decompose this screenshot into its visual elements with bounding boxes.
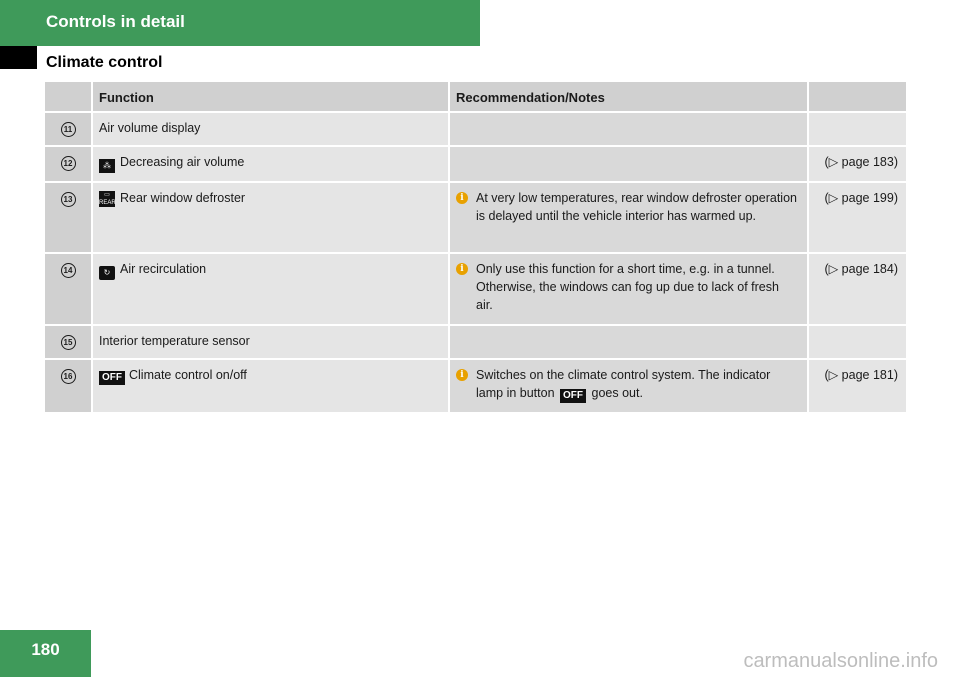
- off-icon: OFF: [99, 371, 125, 385]
- page-number: 180: [31, 640, 60, 659]
- table-header-row: [45, 82, 906, 113]
- function-label: Decreasing air volume: [120, 155, 245, 169]
- page-reference: [809, 113, 906, 147]
- page-reference: (▷ page 181): [809, 360, 906, 414]
- table-row: [45, 326, 906, 360]
- note-text: Only use this function for a short time, e.g. in a tunnel. Otherwise, the windows can fog up due to lack of fresh air.: [476, 262, 779, 312]
- table-row: [45, 113, 906, 147]
- table-row: [45, 183, 906, 254]
- function-label: Rear window defroster: [120, 191, 246, 205]
- note-cell: [450, 113, 809, 147]
- subsection-title: Climate control: [46, 54, 163, 71]
- recirculation-icon: ↻: [99, 266, 115, 280]
- item-number-badge: 13: [61, 192, 76, 207]
- function-label: Interior temperature sensor: [99, 334, 250, 348]
- page-reference: (▷ page 183): [809, 147, 906, 183]
- watermark: carmanualsonline.info: [743, 650, 938, 672]
- header-reference: [809, 82, 906, 113]
- section-title: Controls in detail: [46, 12, 185, 31]
- item-number-badge: 15: [61, 335, 76, 350]
- rear-defrost-icon: ▭ REAR: [99, 192, 116, 206]
- page-reference: [809, 326, 906, 360]
- page-reference: (▷ page 199): [809, 183, 906, 254]
- fan-decrease-icon: ⁂: [99, 159, 115, 173]
- note-text: Switches on the climate control system. The indicator lamp in button OFF goes out.: [476, 368, 771, 401]
- table-row: [45, 147, 906, 183]
- header-function: Function: [93, 82, 450, 113]
- note-cell: [450, 147, 809, 183]
- function-label: Climate control on/off: [129, 368, 247, 382]
- info-icon: i: [456, 369, 468, 381]
- table-row: [45, 360, 906, 414]
- table-row: [45, 254, 906, 326]
- function-label: Air recirculation: [120, 262, 207, 276]
- function-label: Air volume display: [99, 121, 201, 135]
- item-number-badge: 14: [61, 263, 76, 278]
- note-text: At very low temperatures, rear window defroster operation is delayed until the vehicle interior has warmed up.: [476, 191, 797, 223]
- item-number-badge: 11: [61, 122, 76, 137]
- info-icon: i: [456, 263, 468, 275]
- item-number-badge: 12: [61, 156, 76, 171]
- header-number: [45, 82, 93, 113]
- page-reference: (▷ page 184): [809, 254, 906, 326]
- info-icon: i: [456, 192, 468, 204]
- item-number-badge: 16: [61, 369, 76, 384]
- header-recommendation: Recommendation/Notes: [450, 82, 809, 113]
- off-icon: OFF: [560, 389, 586, 403]
- section-tab-marker: [0, 46, 37, 69]
- note-cell: [450, 326, 809, 360]
- climate-control-table: [45, 82, 906, 414]
